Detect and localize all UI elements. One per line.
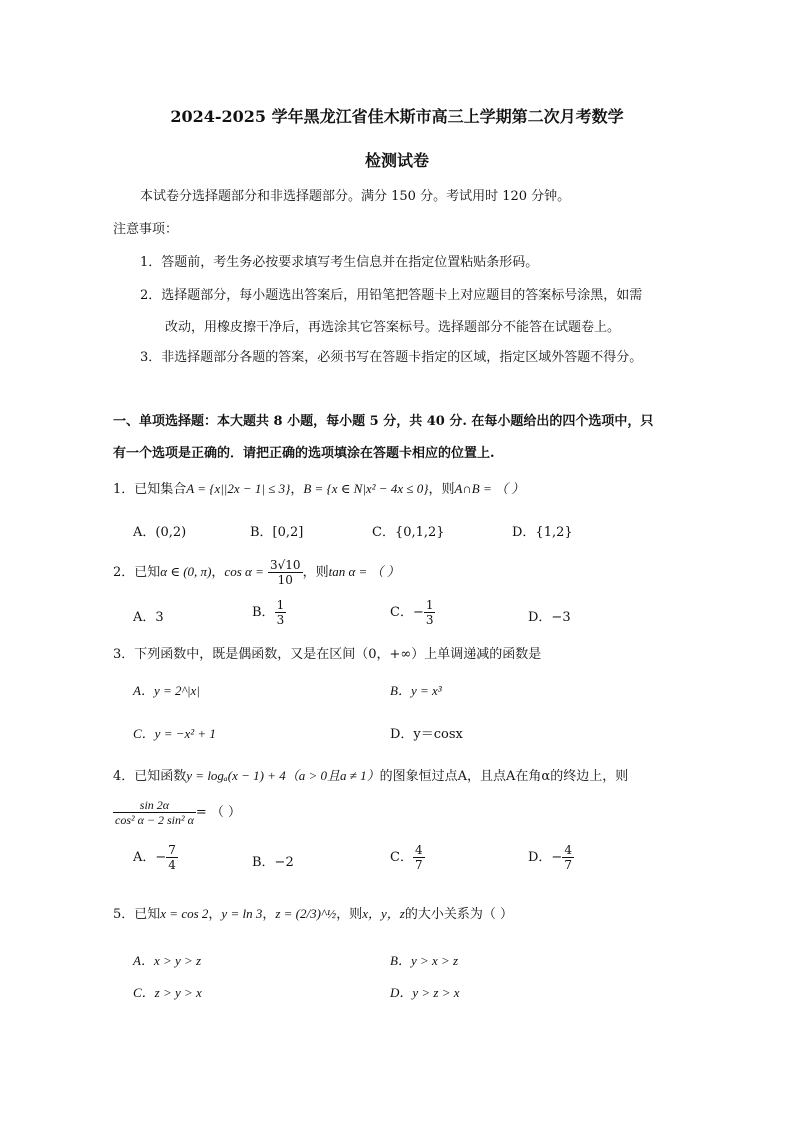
q4-option-b: B．−2 bbox=[252, 855, 294, 870]
q4-stem-suffix: 的图象恒过点A，且点A在角α的终边上，则 bbox=[379, 769, 629, 784]
q5-option-d: D．y > z > x bbox=[390, 985, 460, 1000]
q4-function: y = logₐ(x − 1) + 4 bbox=[186, 768, 286, 783]
q2-ask: tan α = （ ） bbox=[328, 564, 400, 579]
q2-condition: α ∈ (0, π) bbox=[160, 564, 212, 579]
q2-stem-prefix: 2．已知 bbox=[113, 565, 161, 580]
q4-condition: （a > 0且a ≠ 1） bbox=[285, 768, 380, 783]
q1-option-b: B．[0,2] bbox=[250, 525, 304, 540]
q1-option-a: A．(0,2) bbox=[133, 525, 187, 540]
q4-option-d-fraction: $\frac{4}{7}$ bbox=[564, 843, 572, 872]
q2-cos-fraction: $\frac{3√10}{10}$ bbox=[270, 558, 301, 587]
q2-option-c: C．− $\frac{1}{3}$ bbox=[390, 598, 434, 627]
q4-expression-fraction: $\frac{\sin 2\alpha}{\text{cos² α − 2 sin² α}}$ bbox=[115, 798, 194, 827]
q4-option-c-fraction: $\frac{4}{7}$ bbox=[414, 843, 423, 872]
notice-item-2: 2．选择题部分，每小题选出答案后，用铅笔把答题卡上对应题目的答案标号涂黑，如需 bbox=[140, 288, 643, 303]
q5-option-a: A．x > y > z bbox=[133, 953, 202, 968]
q4-option-a: A．− $\frac{7}{4}$ bbox=[133, 843, 176, 872]
q3-stem: 3．下列函数中，既是偶函数，又是在区间（0，+∞）上单调递减的函数是 bbox=[113, 647, 542, 662]
q4-option-c: C． $\frac{4}{7}$ bbox=[390, 843, 423, 872]
q4-option-d: D．− $\frac{4}{7}$ bbox=[528, 843, 572, 872]
q1-stem-prefix: 1．已知集合 bbox=[113, 482, 187, 497]
q1-set-a: A = {x||2x − 1| ≤ 3} bbox=[186, 481, 291, 496]
q3-option-b: B．y = x³ bbox=[390, 683, 442, 698]
section-heading-line1: 一、单项选择题：本大题共 8 小题，每小题 5 分，共 40 分. 在每小题给出的四个选项中，只 bbox=[113, 414, 654, 429]
q4-option-a-fraction: $\frac{7}{4}$ bbox=[168, 843, 176, 872]
q5-stem: 5．已知x = cos 2，y = ln 3，z = (2/3)^½，则x，y，z的大小关系为（ ） bbox=[113, 906, 513, 922]
page-title: 2024-2025 学年黑龙江省佳木斯市高三上学期第二次月考数学 bbox=[170, 107, 624, 126]
q1-option-d: D．{1,2} bbox=[512, 525, 573, 540]
q5-z-definition: z = (2/3)^½ bbox=[275, 906, 337, 921]
q2-stem: 2．已知α ∈ (0, π)，cos α = $\frac{3√10}{10}$ ，则tan α = （ ） bbox=[113, 558, 400, 587]
q5-x-definition: x = cos 2 bbox=[160, 906, 209, 921]
q1-set-b: B = {x ∈ N|x² − 4x ≤ 0} bbox=[303, 481, 429, 496]
q5-y-definition: y = ln 3 bbox=[221, 906, 263, 921]
q4-stem-prefix: 4．已知函数 bbox=[113, 769, 187, 784]
q4-stem bbox=[113, 765, 628, 784]
q1-option-c: C．{0,1,2} bbox=[372, 525, 445, 540]
q5-variables: x，y，z bbox=[362, 906, 405, 921]
q3-option-c: C．y = −x² + 1 bbox=[133, 726, 216, 741]
notice-item-1: 1．答题前，考生务必按要求填写考生信息并在指定位置粘贴条形码。 bbox=[140, 255, 539, 270]
q3-option-a: A．y = 2^|x| bbox=[133, 683, 200, 698]
q2-stem-mid: ，则 bbox=[302, 565, 329, 580]
intro-text: 本试卷分选择题部分和非选择题部分。满分 150 分。考试用时 120 分钟。 bbox=[140, 189, 571, 204]
q5-option-b: B．y > x > z bbox=[390, 953, 459, 968]
q5-option-c: C．z > y > x bbox=[133, 985, 202, 1000]
q3-option-d: D．y＝cosx bbox=[390, 727, 463, 742]
section-heading-line2: 有一个选项是正确的．请把正确的选项填涂在答题卡相应的位置上. bbox=[113, 446, 495, 461]
notice-heading: 注意事项： bbox=[113, 222, 179, 237]
notice-item-3: 3．非选择题部分各题的答案，必须书写在答题卡指定的区域，指定区域外答题不得分。 bbox=[140, 350, 643, 365]
q2-option-b-fraction: $\frac{1}{3}$ bbox=[276, 598, 285, 627]
q5-stem-mid: ，则 bbox=[336, 907, 363, 922]
q1-stem-mid: ，则 bbox=[428, 482, 455, 497]
q2-cos-lhs: cos α = bbox=[224, 564, 264, 579]
q2-option-a: A．3 bbox=[133, 610, 164, 625]
page-subtitle: 检测试卷 bbox=[364, 151, 429, 170]
q2-option-d: D．−3 bbox=[528, 610, 571, 625]
q5-stem-suffix: 的大小关系为（ ） bbox=[404, 907, 513, 922]
q4-expression-tail: = （ ） bbox=[195, 805, 242, 820]
q4-expression bbox=[113, 798, 241, 827]
q1-ask: A∩B = （ ） bbox=[454, 481, 525, 496]
q2-option-b: B． $\frac{1}{3}$ bbox=[252, 598, 285, 627]
q5-stem-prefix: 5．已知 bbox=[113, 907, 161, 922]
notice-item-2-cont: 改动，用橡皮擦干净后，再选涂其它答案标号。选择题部分不能答在试题卷上。 bbox=[165, 320, 621, 335]
q2-option-c-fraction: $\frac{1}{3}$ bbox=[425, 598, 434, 627]
q1-stem: 1．已知集合A = {x||2x − 1| ≤ 3}，B = {x ∈ N|x² − 4x ≤ 0}，则A∩B = （ ） bbox=[113, 481, 525, 497]
